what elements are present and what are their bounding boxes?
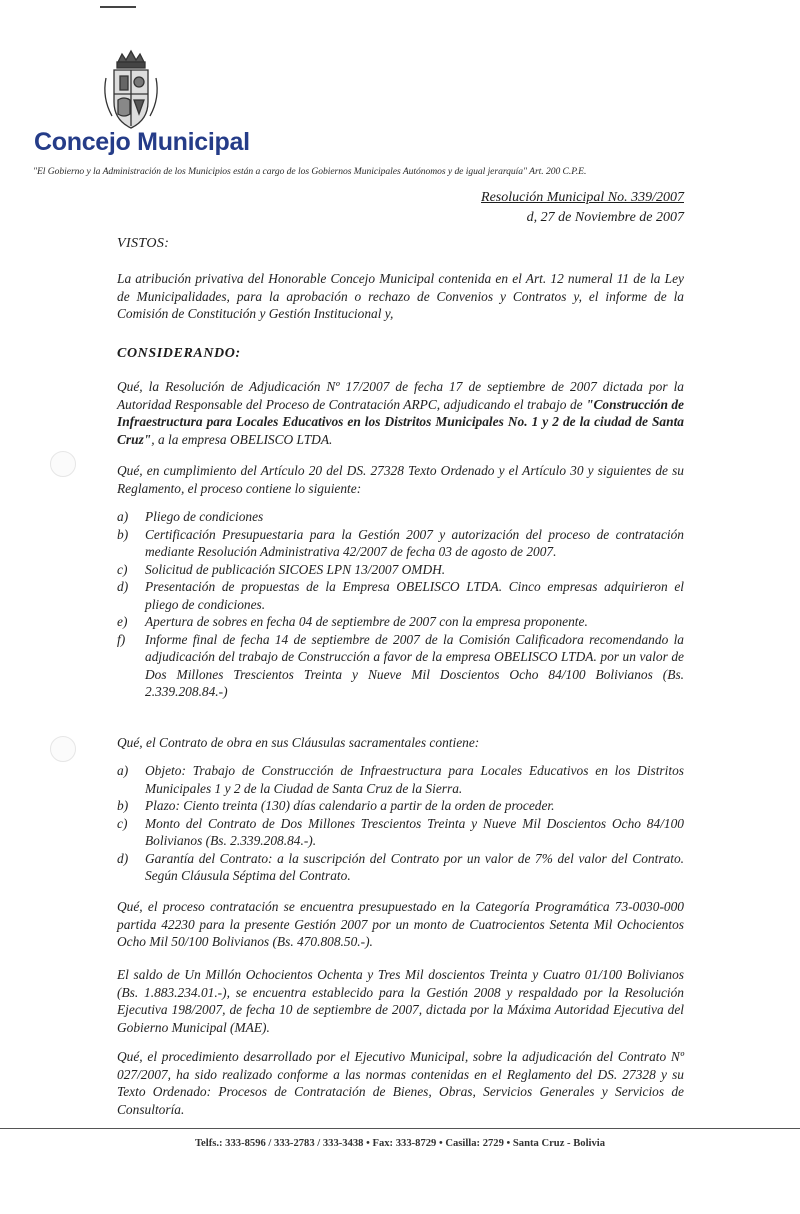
considerando-heading: CONSIDERANDO: (117, 346, 241, 361)
process-list (117, 508, 684, 701)
p1-project-name: "Construcción de Infraestructura para Locales Educativos en los Distritos Municipales No. 1 y 2 de la ciudad de Santa Cruz" (117, 396, 685, 447)
punch-hole (50, 736, 76, 762)
footer-rule (0, 1128, 800, 1129)
punch-hole (50, 451, 76, 477)
vistos-heading: VISTOS: (117, 236, 170, 251)
considerando-paragraph-1 (117, 378, 684, 448)
considerando-paragraph-4: Qué, el proceso contratación se encuentra presupuestado en la Categoría Programática 73-0030-000 partida 42230 para la presente Gestión 2007 por un monto de Cuatrocientos Setenta Mil Ochocientos Ocho Mil 50/100 Bolivianos (Bs. 470.808.50.-). (117, 899, 684, 949)
coat-of-arms-icon (98, 48, 164, 132)
list-item: c) Monto del Contrato de Dos Millones Trescientos Treinta y Nueve Mil Doscientos Ocho 84/100 Bolivianos (Bs. 2.339.208.84.-). (117, 815, 684, 848)
scan-mark (100, 6, 136, 8)
list-item: b) Plazo: Ciento treinta (130) días calendario a partir de la orden de proceder. (117, 798, 555, 813)
organization-name: Concejo Municipal (34, 128, 250, 156)
list-item: f) Informe final de fecha 14 de septiembre de 2007 de la Comisión Calificadora recomendando la adjudicación del trabajo de Construcción a favor de la empresa OBELISCO LTDA. por un valor de Dos Millones Trescientos Treinta y Nueve Mil Doscientos Ocho 84/100 Bolivianos (Bs. 2.339.208.84.-) (117, 631, 684, 699)
considerando-paragraph-3: Qué, el Contrato de obra en sus Cláusulas sacramentales contiene: (117, 735, 480, 750)
p1-lead: Qué, la Resolución de Adjudicación Nº 17/2007 de fecha 17 de septiembre de 2007 dictada por la Autoridad Responsable del Proceso de Contratación ARPC, adjudicando el trabajo de (117, 379, 684, 412)
list-item: d) Presentación de propuestas de la Empresa OBELISCO LTDA. Cinco empresas adquirieron el pliego de condiciones. (117, 579, 684, 612)
considerando-paragraph-5: El saldo de Un Millón Ochocientos Ochenta y Tres Mil doscientos Treinta y Cuatro 01/100 Bolivianos (Bs. 1.883.234.01.-), se encuentra establecido para la Gestión 2008 y respaldado por la Resolución Ejecutiva 198/2007, de fecha 10 de septiembre de 2007, dictada por la Máxima Autoridad Ejecutiva del Gobierno Municipal (MAE). (117, 967, 684, 1035)
resolution-block (481, 188, 684, 228)
footer-contact: Telfs.: 333-8596 / 333-2783 / 333-3438 • Fax: 333-8729 • Casilla: 2729 • Santa Cruz - Bolivia (194, 1138, 606, 1149)
list-item: b) Certificación Presupuestaria para la Gestión 2007 y autorización del proceso de contratación mediante Resolución Administrativa 42/2007 de fecha 03 de agosto de 2007. (117, 526, 684, 559)
list-item: e) Apertura de sobres en fecha 04 de septiembre de 2007 con la empresa proponente. (117, 614, 588, 629)
resolution-date: d, 27 de Noviembre de 2007 (526, 210, 684, 225)
p1-tail: , a la empresa OBELISCO LTDA. (151, 431, 333, 447)
contract-clauses-list (117, 762, 684, 885)
header-motto: "El Gobierno y la Administración de los Municipios están a cargo de los Gobiernos Municipales Autónomos y de igual jerarquía" Art. 200 C.P.E. (33, 166, 587, 177)
resolution-title: Resolución Municipal No. 339/2007 (481, 190, 684, 205)
list-item: a) Objeto: Trabajo de Construcción de Infraestructura para Locales Educativos en los Distritos Municipales 1 y 2 de la Ciudad de Santa Cruz de la Sierra. (117, 763, 684, 796)
list-item: d) Garantía del Contrato: a la suscripción del Contrato por un valor de 7% del valor del Contrato. Según Cláusula Séptima del Contrato. (117, 850, 684, 883)
considerando-paragraph-2: Qué, en cumplimiento del Artículo 20 del DS. 27328 Texto Ordenado y el Artículo 30 y siguientes de su Reglamento, el proceso contiene lo siguiente: (117, 463, 684, 496)
list-item: c) Solicitud de publicación SICOES LPN 13/2007 OMDH. (117, 561, 446, 577)
considerando-paragraph-6: Qué, el procedimiento desarrollado por el Ejecutivo Municipal, sobre la adjudicación del Contrato Nº 027/2007, ha sido realizado conforme a las normas contenidas en el Reglamento del DS. 27328 y su Texto Ordenado: Procesos de Contratación de Bienes, Obras, Servicios Generales y Servicios de Consultoría. (117, 1049, 684, 1117)
vistos-paragraph: La atribución privativa del Honorable Concejo Municipal contenida en el Art. 12 numeral 11 de la Ley de Municipalidades, para la aprobación o rechazo de Convenios y Contratos y, el informe de la Comisión de Constitución y Gestión Institucional y, (117, 271, 684, 321)
list-item: a) Pliego de condiciones (117, 509, 264, 524)
